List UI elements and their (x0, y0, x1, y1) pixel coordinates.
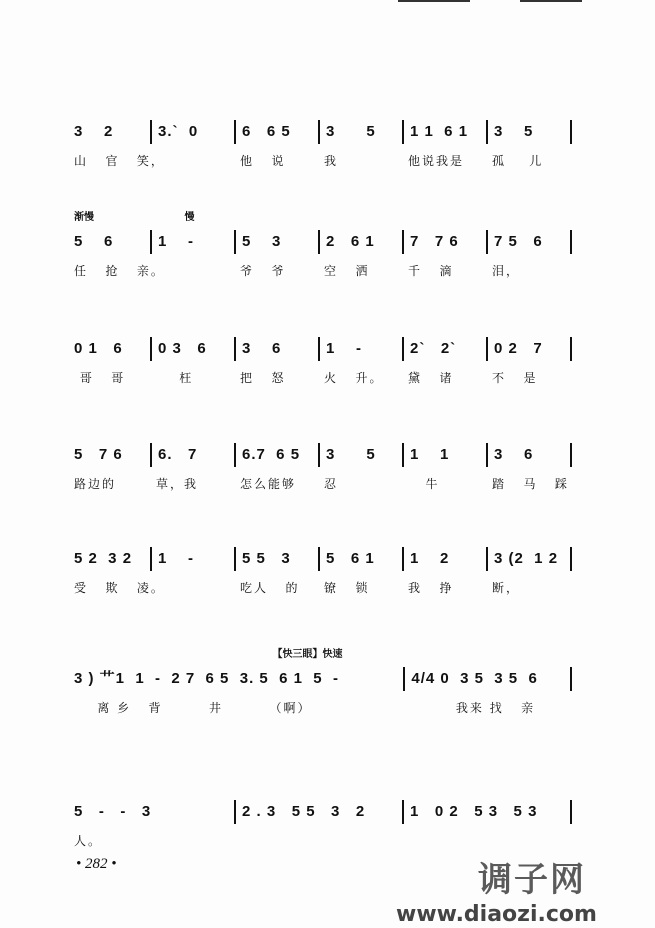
notes: 1 - (158, 233, 195, 250)
lyrics: 牛 (408, 477, 440, 491)
notes: 7 5 6 (494, 233, 543, 250)
measure (152, 337, 236, 385)
lyrics: 他说我是 (408, 154, 465, 168)
lyrics: 把 怒 (240, 371, 286, 385)
top-rule (520, 0, 582, 2)
notes: 5 5 3 (242, 550, 291, 567)
notes: 5 - - 3 (74, 803, 152, 820)
lyrics: 路边的 (74, 477, 117, 491)
measure (488, 547, 572, 595)
measure (74, 120, 165, 168)
lyrics: 空 洒 (324, 264, 370, 278)
lyrics: 断， (492, 581, 521, 595)
measure (320, 230, 404, 278)
lyrics: 我 (324, 154, 339, 168)
notes: 1 0 2 5 3 5 3 (410, 803, 538, 820)
notes: 3 6 (242, 340, 282, 357)
notes: 3.` 0 (158, 123, 199, 140)
notes: 5 6 (74, 233, 114, 250)
measure (488, 337, 572, 385)
lyrics: 黛 诸 (408, 371, 454, 385)
watermark-url: www.diaozi.com (396, 902, 597, 927)
measure (488, 230, 572, 278)
measure (74, 337, 152, 385)
measure (152, 443, 236, 491)
notes: 3 (2 1 2 (494, 550, 559, 567)
score-system (74, 443, 572, 491)
score-system (74, 337, 572, 385)
lyrics: 踏 马 踩 (492, 477, 569, 491)
measure (404, 120, 488, 168)
lyrics: 草，我 (156, 477, 199, 491)
notes: 3 2 (74, 123, 114, 140)
measure (404, 800, 572, 824)
measure (236, 443, 320, 491)
measure (152, 547, 236, 571)
notes: 1 - (326, 340, 363, 357)
tempo-marking: 【快三眼】快速 (74, 649, 343, 660)
lyrics: 我来 找 亲 (409, 701, 536, 715)
lyrics: 我 挣 (408, 581, 454, 595)
score-system (74, 649, 572, 715)
lyrics: 他 说 (240, 154, 286, 168)
lyrics: 离 乡 背 井 （啊） (74, 701, 312, 715)
notes: 5 7 6 (74, 446, 123, 463)
measure (488, 120, 572, 168)
measure (236, 800, 404, 824)
notes: 3 5 (494, 123, 534, 140)
page-number: • 282 • (76, 856, 117, 872)
lyrics: 枉 (156, 371, 194, 385)
score-system (74, 547, 572, 595)
lyrics: 孤 儿 (492, 154, 544, 168)
notes: 1 - (158, 550, 195, 567)
notes: 2 6 1 (326, 233, 375, 250)
measure (74, 230, 165, 278)
lyrics: 不 是 (492, 371, 538, 385)
notes: 5 3 (242, 233, 282, 250)
score-system (74, 800, 572, 848)
lyrics: 千 滴 (408, 264, 454, 278)
lyrics: 镣 锁 (324, 581, 370, 595)
lyrics: 忍 (324, 477, 339, 491)
notes: 3 5 (326, 123, 376, 140)
measure (74, 547, 165, 595)
notes: 6 6 5 (242, 123, 291, 140)
lyrics: 火 升。 (324, 371, 384, 385)
lyrics: 受 欺 凌。 (74, 581, 165, 595)
measure (236, 547, 320, 595)
measure (74, 800, 236, 848)
notes: 1 1 6 1 (410, 123, 469, 140)
notes: 1 1 (410, 446, 450, 463)
measure (236, 120, 320, 168)
notes: 3 5 (326, 446, 376, 463)
score-system (74, 212, 572, 278)
measure (74, 443, 152, 491)
measure (320, 547, 404, 595)
notes: 3 6 (494, 446, 534, 463)
measure (320, 120, 404, 168)
measure (320, 337, 404, 385)
measure (74, 667, 405, 715)
measure (404, 547, 488, 595)
measure (152, 120, 236, 144)
notes: 5 6 1 (326, 550, 375, 567)
notes: 0 3 6 (158, 340, 207, 357)
notes: 1 2 (410, 550, 450, 567)
measure (320, 443, 404, 491)
notes: 3 ) ⺾1 1 - 2 7 6 5 3. 5 6 1 5 - (74, 670, 339, 687)
lyrics: 哥 哥 (74, 371, 126, 385)
lyrics: 任 抢 亲。 (74, 264, 165, 278)
notes: 6.7 6 5 (242, 446, 301, 463)
notes: 0 2 7 (494, 340, 543, 357)
lyrics: 人。 (74, 834, 103, 848)
measure (405, 667, 572, 715)
notes: 4/4 0 3 5 3 5 6 (411, 670, 538, 687)
score-system (74, 120, 572, 168)
measure (236, 337, 320, 385)
top-rule (398, 0, 470, 2)
notes: 2` 2` (410, 340, 457, 357)
watermark-title: 调子网 (478, 860, 586, 900)
measure (404, 337, 488, 385)
measure (404, 443, 488, 491)
lyrics: 吃人 的 (240, 581, 300, 595)
measure (404, 230, 488, 278)
measure (152, 230, 236, 254)
notes: 6. 7 (158, 446, 198, 463)
notes: 0 1 6 (74, 340, 123, 357)
lyrics: 泪， (492, 264, 521, 278)
lyrics: 山 官 笑， (74, 154, 165, 168)
notes: 2 . 3 5 5 3 2 (242, 803, 366, 820)
tempo-marking: 渐慢 慢 (74, 212, 195, 223)
notes: 7 7 6 (410, 233, 459, 250)
lyrics: 怎么能够 (240, 477, 297, 491)
notes: 5 2 3 2 (74, 550, 133, 567)
measure (236, 230, 320, 278)
measure (488, 443, 572, 491)
lyrics: 爷 爷 (240, 264, 286, 278)
